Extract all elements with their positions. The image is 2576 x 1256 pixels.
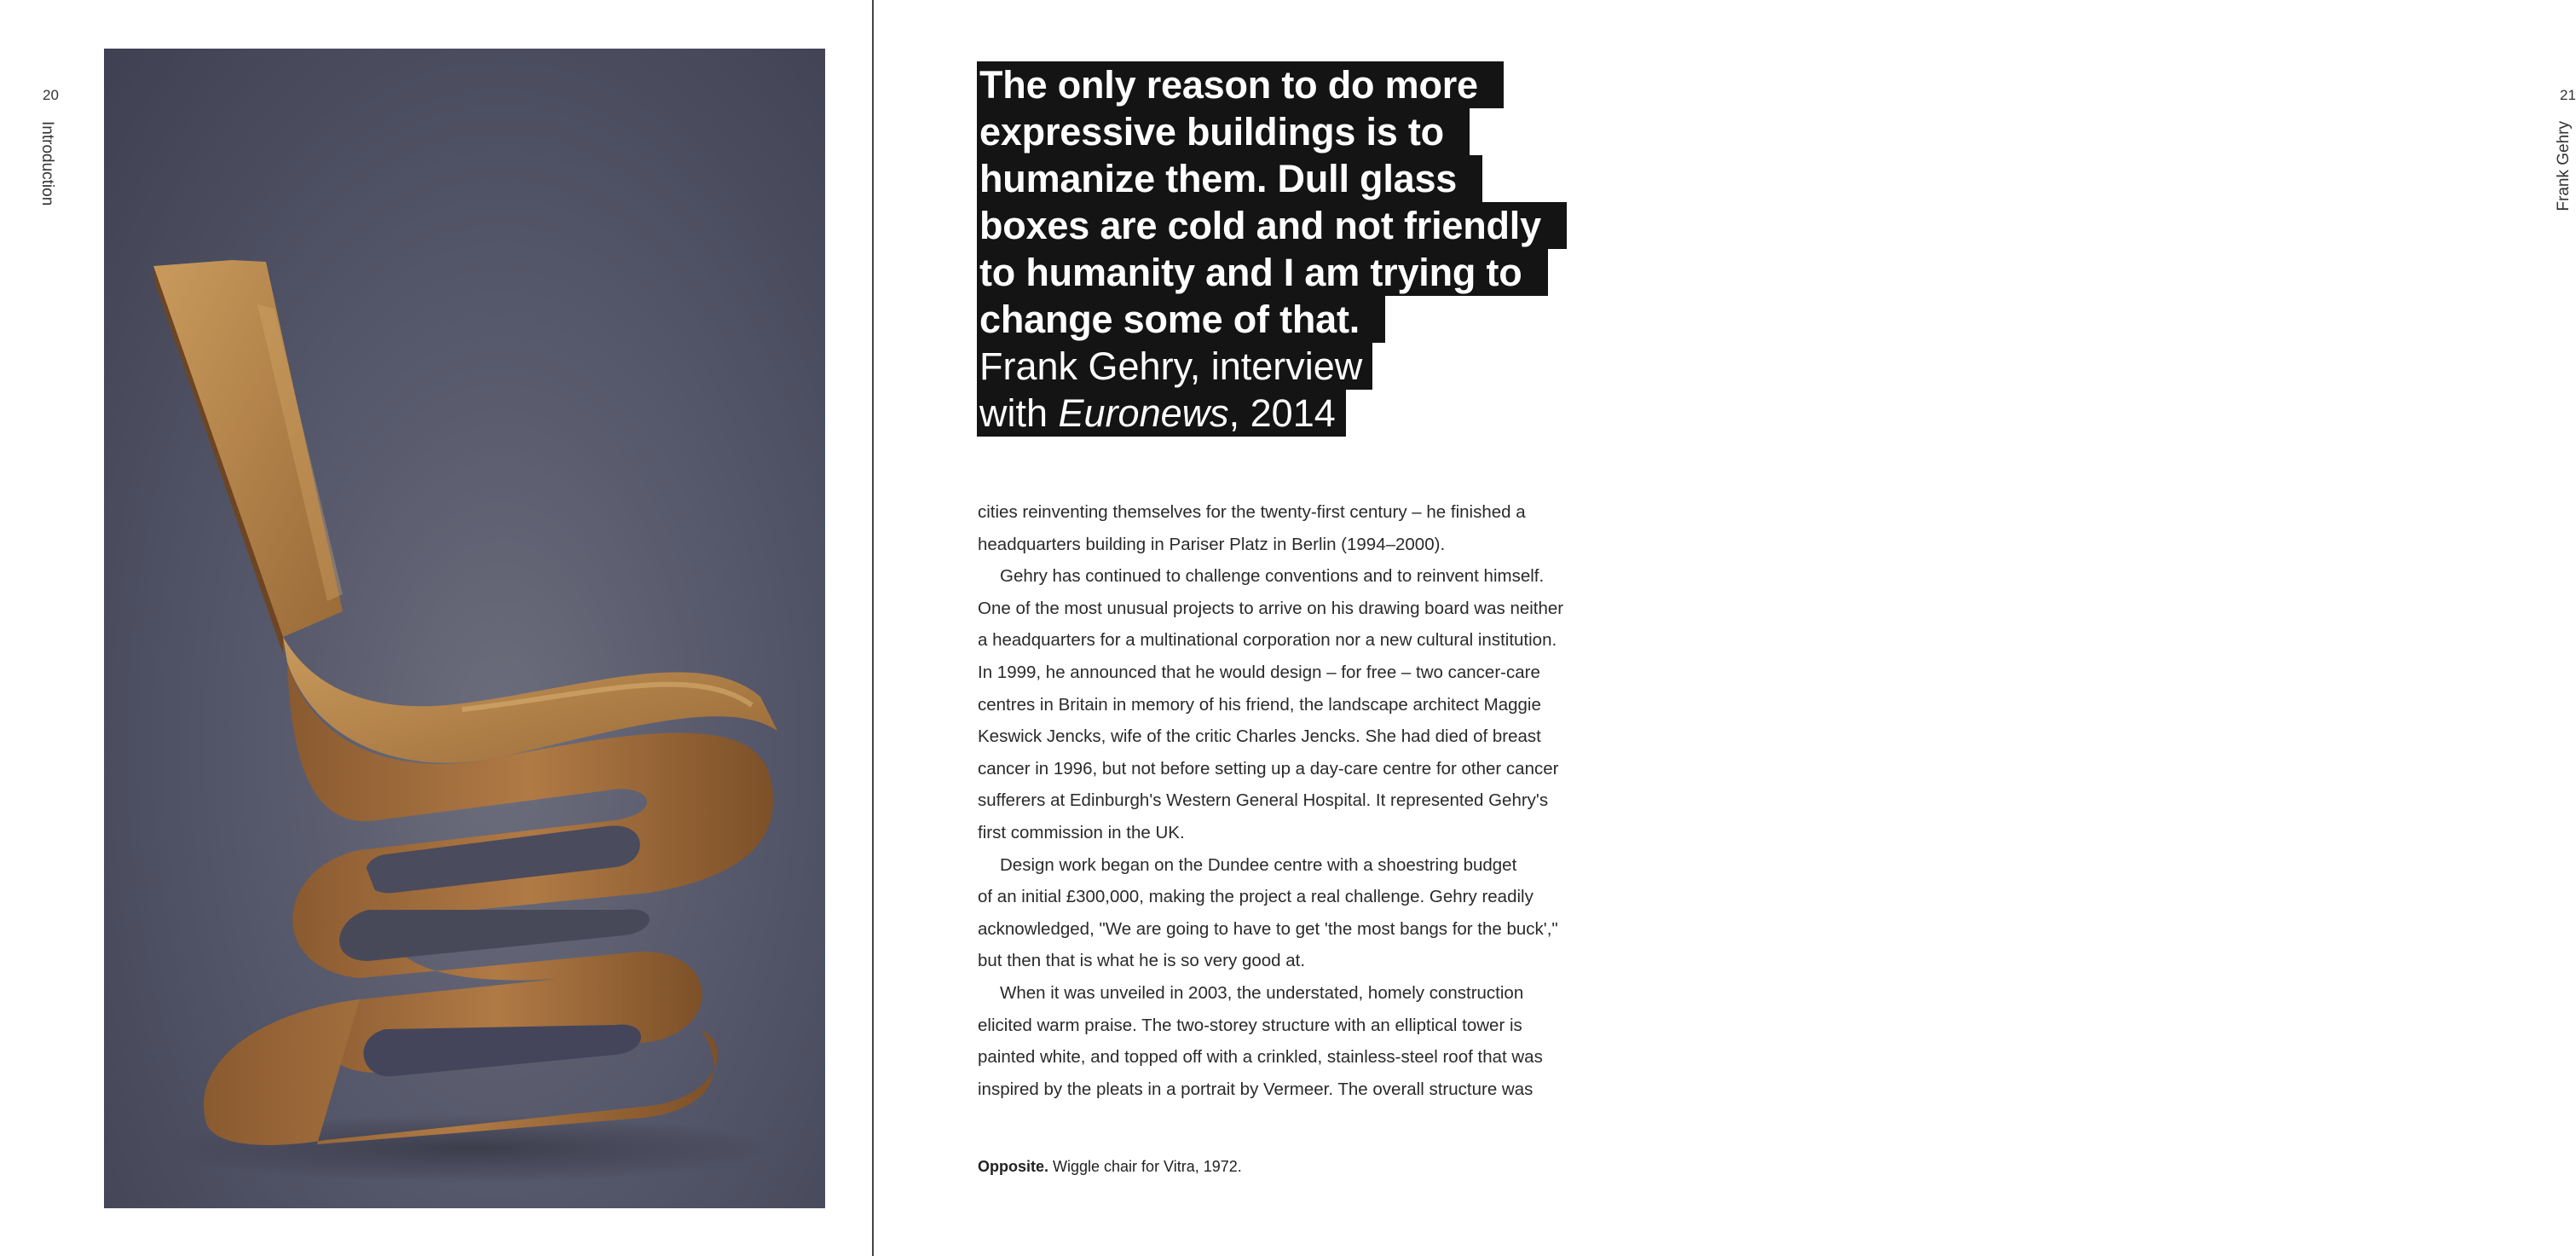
- body-line: Keswick Jencks, wife of the critic Charles Jencks. She had died of breast: [978, 726, 1541, 747]
- body-line: a headquarters for a multinational corporation nor a new cultural institution.: [978, 630, 1557, 651]
- pull-quote: [977, 61, 1608, 437]
- body-line: Gehry has continued to challenge conventions and to reinvent himself.: [1000, 566, 1545, 587]
- photo-caption: [978, 1158, 1242, 1176]
- body-line: acknowledged, "We are going to have to get 'the most bangs for the buck',": [978, 918, 1558, 939]
- body-line: sufferers at Edinburgh's Western General Hospital. It represented Gehry's: [978, 790, 1549, 811]
- body-line: headquarters building in Pariser Platz in Berlin (1994–2000).: [978, 534, 1446, 554]
- left-page: [0, 0, 874, 1256]
- quote-source-prefix: with: [979, 391, 1059, 435]
- body-line: When it was unveiled in 2003, the understated, homely construction: [1000, 982, 1524, 1003]
- body-line: but then that is what he is so very good at.: [978, 951, 1306, 971]
- page-number-right: 21: [2560, 87, 2576, 103]
- body-line: In 1999, he announced that he would design – for free – two cancer-care: [978, 662, 1540, 682]
- running-head-right: Frank Gehry: [2555, 121, 2573, 211]
- body-line: of an initial £300,000, making the project a real challenge. Gehry readily: [978, 887, 1533, 907]
- wiggle-chair-illustration: [104, 49, 825, 1208]
- body-line: Design work began on the Dundee centre with a shoestring budget: [1000, 854, 1517, 875]
- quote-source-title: Euronews: [1058, 391, 1229, 435]
- body-line: cancer in 1996, but not before setting up a day-care centre for other cancer: [978, 758, 1559, 778]
- quote-line: The only reason to do more: [977, 61, 1504, 108]
- quote-line: change some of that.: [977, 296, 1385, 343]
- caption-label: Opposite.: [978, 1158, 1049, 1175]
- caption-text: Wiggle chair for Vitra, 1972.: [1048, 1158, 1242, 1175]
- body-line: cities reinventing themselves for the twenty-first century – he finished a: [978, 502, 1526, 522]
- quote-line: humanize them. Dull glass: [977, 155, 1482, 202]
- page-number-left: 20: [43, 87, 59, 103]
- quote-attribution: Frank Gehry, interview: [977, 343, 1372, 390]
- running-head-left: Introduction: [38, 121, 56, 206]
- body-line: painted white, and topped off with a crinkled, stainless-steel roof that was: [978, 1047, 1543, 1068]
- quote-line: expressive buildings is to: [977, 108, 1470, 155]
- body-line: One of the most unusual projects to arrive on his drawing board was neither: [978, 598, 1564, 618]
- wiggle-chair-photo: [104, 49, 825, 1208]
- body-line: elicited warm praise. The two-storey structure with an elliptical tower is: [978, 1015, 1522, 1035]
- quote-source-year: , 2014: [1228, 391, 1336, 435]
- quote-source: [977, 390, 1346, 437]
- quote-line: to humanity and I am trying to: [977, 249, 1548, 296]
- body-line: first commission in the UK.: [978, 822, 1185, 842]
- body-line: centres in Britain in memory of his friend, the landscape architect Maggie: [978, 694, 1541, 715]
- body-line: inspired by the pleats in a portrait by Vermeer. The overall structure was: [978, 1079, 1533, 1099]
- body-text: [978, 496, 1626, 1105]
- quote-line: boxes are cold and not friendly: [977, 202, 1567, 249]
